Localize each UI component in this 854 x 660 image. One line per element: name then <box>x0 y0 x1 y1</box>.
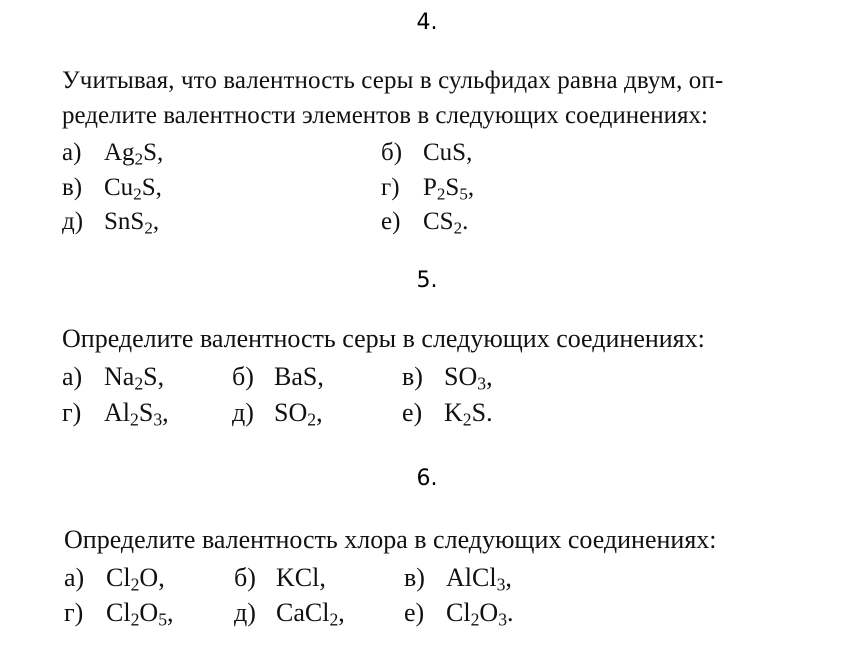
compound-item <box>404 563 512 593</box>
item-label: в) <box>62 174 83 201</box>
compound-item <box>62 207 159 237</box>
compound-formula: $Cl_2O_3$. <box>446 598 514 630</box>
compound-item <box>62 398 169 428</box>
compound-formula: BaS, <box>274 362 324 391</box>
item-label: б) <box>234 563 256 592</box>
task-text-line: Учитывая, что валентность серы в сульфидах равна двум, оп- <box>62 67 724 94</box>
item-label: а) <box>64 563 85 592</box>
compound-item <box>234 563 326 593</box>
item-label: г) <box>62 398 82 427</box>
task-text-line: Определите валентность серы в следующих соединениях: <box>62 324 705 353</box>
compound-item <box>64 598 174 628</box>
compound-item <box>62 138 163 168</box>
compound-formula: $SO_2$, <box>274 398 323 430</box>
compound-formula: $Cu_2S$, <box>104 174 162 204</box>
compound-formula: $Na_2S$, <box>104 362 165 394</box>
item-label: г) <box>381 174 400 201</box>
compound-item <box>234 598 345 628</box>
item-label: д) <box>234 598 256 627</box>
compound-formula: $CS_2$. <box>423 208 469 238</box>
compound-item <box>62 362 164 392</box>
item-label: а) <box>62 139 82 166</box>
item-label: д) <box>62 208 84 235</box>
compound-item <box>402 362 493 392</box>
item-label: в) <box>402 362 423 391</box>
compound-item <box>64 563 165 593</box>
item-label: е) <box>402 398 423 427</box>
compound-formula: KCl, <box>276 563 326 592</box>
item-label: е) <box>404 598 425 627</box>
compound-formula: $K_2S$. <box>444 398 493 430</box>
compound-formula: $SO_3$, <box>444 362 493 394</box>
compound-formula: AlCl$_3$, <box>446 563 512 595</box>
task-text-line: Определите валентность хлора в следующих соединениях: <box>64 525 717 554</box>
compound-formula: $Al_2S_3$, <box>104 398 169 430</box>
item-label: в) <box>404 563 425 592</box>
compound-item <box>381 138 472 168</box>
compound-item <box>62 173 162 203</box>
task-number: 5. <box>416 268 438 293</box>
compound-item <box>232 362 324 392</box>
compound-item <box>232 398 323 428</box>
item-label: г) <box>64 598 84 627</box>
item-label: б) <box>232 362 254 391</box>
compound-formula: $Cl_2O_5$, <box>106 598 174 630</box>
item-label: а) <box>62 362 83 391</box>
compound-formula: $Cl_2O$, <box>106 563 165 595</box>
task-text-line: ределите валентности элементов в следующих соединениях: <box>62 102 708 129</box>
compound-formula: CuS, <box>423 139 473 166</box>
compound-item <box>381 207 468 237</box>
item-label: д) <box>232 398 254 427</box>
compound-formula: $Ag_2S$, <box>104 139 164 169</box>
compound-item <box>402 398 493 428</box>
compound-formula: CaCl$_2$, <box>276 598 345 630</box>
compound-item <box>404 598 514 628</box>
compound-formula: $P_2S_5$, <box>423 174 475 204</box>
item-label: е) <box>381 208 401 235</box>
compound-item <box>381 173 474 203</box>
task-number: 6. <box>416 466 438 491</box>
task-number: 4. <box>416 10 438 35</box>
item-label: б) <box>381 139 403 166</box>
compound-formula: SnS$_2$, <box>104 208 160 238</box>
